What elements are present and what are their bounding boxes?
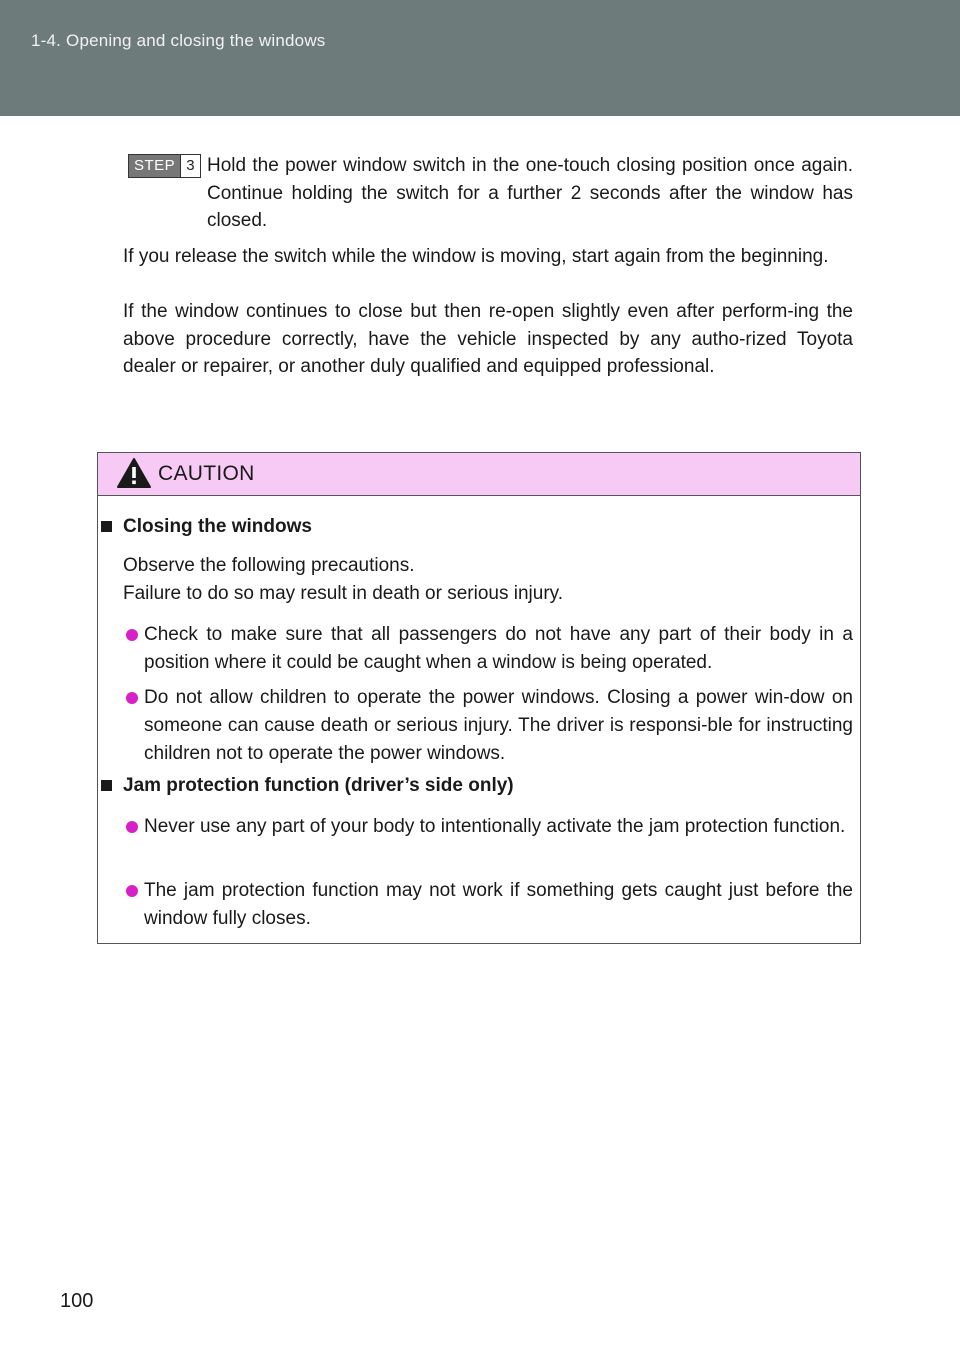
caution-intro-consequence: Failure to do so may result in death or serious injury. bbox=[123, 583, 564, 604]
page-header bbox=[0, 0, 960, 116]
caution-header bbox=[98, 453, 860, 496]
bullet-dot-icon bbox=[126, 629, 138, 641]
bullet-dot-icon bbox=[126, 692, 138, 704]
step-number: 3 bbox=[180, 155, 199, 177]
square-bullet-icon bbox=[101, 521, 112, 532]
step-text: Hold the power window switch in the one-touch closing position once again. Continue holding the switch for a further 2 seconds after the window has closed. bbox=[207, 155, 853, 231]
body-paragraph-restart: If you release the switch while the window is moving, start again from the beginning. bbox=[123, 246, 829, 267]
warning-triangle-icon bbox=[116, 457, 152, 489]
section-title: 1-4. Opening and closing the windows bbox=[31, 31, 326, 50]
bullet-may-not-work: The jam protection function may not work if something gets caught just before the window fully closes. bbox=[123, 877, 853, 933]
bullet-dot-icon bbox=[126, 821, 138, 833]
caution-title: CAUTION bbox=[158, 462, 255, 485]
page-number: 100 bbox=[60, 1290, 94, 1312]
bullet-children: Do not allow children to operate the power windows. Closing a power win-dow on someone can cause death or serious injury. The driver is responsi-ble for instructing children not to operate the power windows. bbox=[123, 684, 853, 768]
body-paragraph-inspection: If the window continues to close but then re-open slightly even after perform-ing the above procedure correctly, have the vehicle inspected by any autho-rized Toyota dealer or repairer, or another duly qualified and equipped professional. bbox=[123, 301, 853, 377]
bullet-never-use-body: Never use any part of your body to intentionally activate the jam protection function. bbox=[123, 813, 853, 841]
bullet-dot-icon bbox=[126, 885, 138, 897]
step-3 bbox=[128, 152, 853, 235]
caution-box: CAUTION Closing the windows Observe the following precautions. Failure to do so may result in death or serious injury. Check to make sure that all passengers do not have any part of their body in a position where it could be caught when a window is being operated. Do not allow children to operate the power windows. Closing a power win-dow on someone can cause death or serious injury. The driver is responsi-ble for instructing children not to operate the power windows. Jam protection function (driver’s side only) Never use any part of your body to intentionally activate the jam protection function. The jam protection function may not work if something gets caught just before the window fully closes. bbox=[97, 452, 861, 944]
step-label: STEP bbox=[129, 155, 180, 177]
bullet-check-passengers: Check to make sure that all passengers do not have any part of their body in a position where it could be caught when a window is being operated. bbox=[123, 621, 853, 677]
caution-intro: Observe the following precautions. bbox=[123, 555, 415, 576]
step-badge bbox=[128, 154, 201, 178]
square-bullet-icon bbox=[101, 780, 112, 791]
